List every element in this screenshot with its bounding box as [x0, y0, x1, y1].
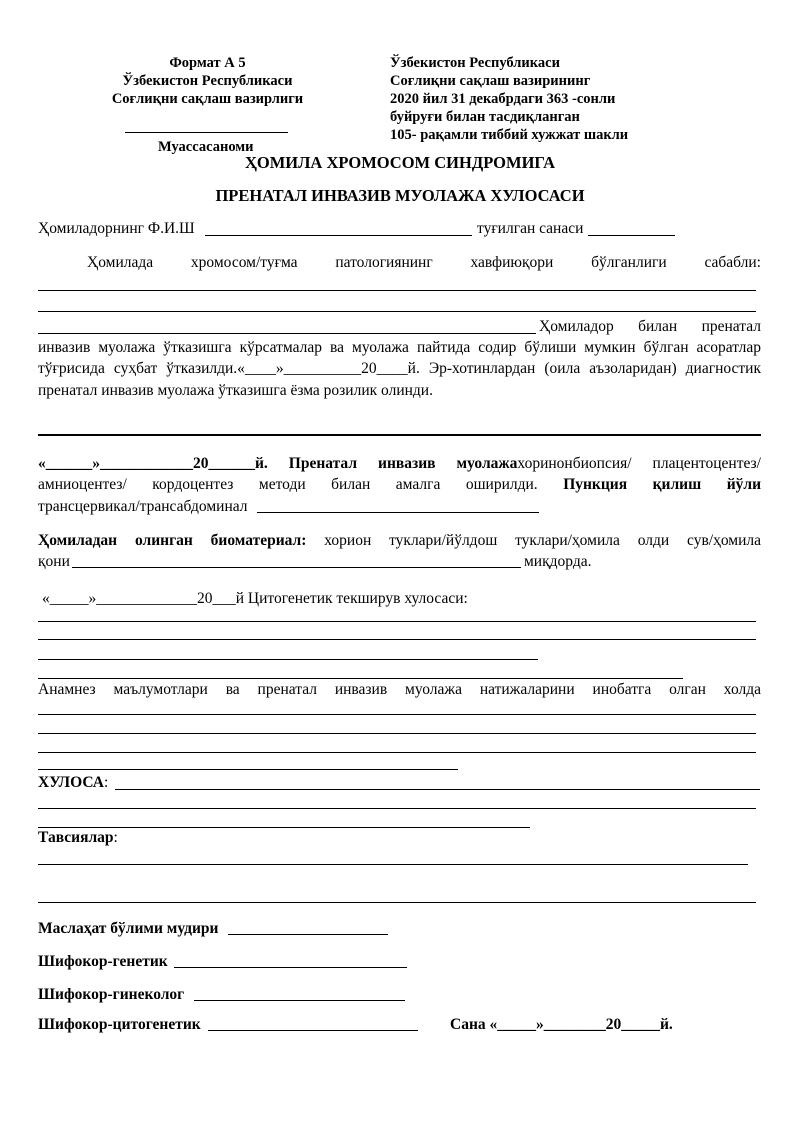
republic-label: Ўзбекистон Республикаси	[122, 73, 293, 89]
risk-counsel-line4: пренатал инвазив муолажа ўтказишга ёзма розилик олинди.	[38, 382, 433, 399]
birth-date-label: туғилган санаси	[477, 220, 584, 237]
cytogenetic-field-3[interactable]	[38, 659, 538, 660]
birth-date-field[interactable]	[588, 235, 675, 236]
biomaterial-label: Ҳомиладан олинган биоматериал:	[38, 532, 307, 549]
header-left	[100, 54, 315, 108]
risk-reason-field-2[interactable]	[38, 311, 756, 312]
biomaterial-line1	[38, 530, 761, 552]
cytogenetic-field-1[interactable]	[38, 621, 756, 622]
document-title-line2: ПРЕНАТАЛ ИНВАЗИВ МУОЛАЖА ХУЛОСАСИ	[215, 186, 585, 205]
risk-counsel-line3: тўғрисида суҳбат ўтказилди.«____»__________20____й. Эр-хотинлардан (оила аъзоларидан) диагностик	[38, 360, 761, 377]
procedure-methods-1: хоринонбиопсия/ плацентоцентез/	[517, 455, 761, 472]
header-right-line2: Соғлиқни сақлаш вазирининг	[390, 73, 591, 89]
conclusion-field-1[interactable]	[115, 789, 760, 790]
institution-label: Муассасаноми	[158, 139, 254, 155]
biomaterial-types: хорион туклари/йўлдош туклари/ҳомила олди сув/ҳомила	[324, 532, 762, 549]
conclusion-label: ХУЛОСА	[38, 774, 104, 791]
cytogenetic-field-2[interactable]	[38, 639, 756, 640]
anamnesis-field-1[interactable]	[38, 714, 756, 715]
patient-name-field[interactable]	[205, 235, 472, 236]
signature-geneticist-label: Шифокор-генетик	[38, 953, 168, 970]
conclusion-row: ХУЛОСА:	[38, 774, 109, 791]
ministry-label: Соғлиқни сақлаш вазирлиги	[111, 91, 304, 107]
signature-head-field[interactable]	[228, 934, 388, 935]
anamnesis-field-4[interactable]	[38, 769, 458, 770]
signature-gynecologist-field[interactable]	[194, 1000, 405, 1001]
conclusion-field-2[interactable]	[38, 808, 756, 809]
risk-reason-line: Ҳомилада хромосом/туғма патологиянинг хавфиюқори бўлганлиги сабабли:	[87, 254, 761, 271]
header-right	[390, 54, 690, 144]
signature-cytogeneticist-field[interactable]	[208, 1030, 418, 1031]
format-label: Формат А 5	[169, 55, 246, 71]
patient-name-label: Ҳомиладорнинг Ф.И.Ш	[38, 220, 195, 237]
recommendations-field-2[interactable]	[38, 902, 756, 903]
risk-reason-field-3[interactable]	[38, 333, 536, 334]
signature-gynecologist-label: Шифокор-гинеколог	[38, 986, 185, 1003]
risk-reason-field-1[interactable]	[38, 290, 756, 291]
procedure-methods-2: амниоцентез/ кордоцентез методи билан амалга оширилди.	[38, 476, 538, 493]
anamnesis-text: Анамнез маълумотлари ва пренатал инвазив муолажа натижаларини инобатга олган холда	[38, 681, 761, 698]
header-right-line5: 105- рақамли тиббий хужжат шакли	[390, 127, 629, 143]
section-divider	[38, 434, 761, 436]
procedure-route-label: трансцервикал/трансабдоминал	[38, 498, 248, 515]
header-right-line1: Ўзбекистон Республикаси	[390, 55, 560, 71]
risk-counsel-start: Ҳомиладор билан пренатал	[539, 318, 761, 335]
signature-geneticist-field[interactable]	[174, 967, 407, 968]
risk-counsel-line2: инвазив муолажа ўтказишга кўрсатмалар ва муолажа пайтида содир бўлиши мумкин бўлган асоратлар	[38, 339, 761, 356]
signature-cytogeneticist-label: Шифокор-цитогенетик	[38, 1016, 201, 1033]
puncture-label: Пункция қилиш йўли	[563, 476, 762, 493]
header-right-line4: буйруғи билан тасдиқланган	[390, 109, 580, 125]
signature-head-label: Маслаҳат бўлими мудири	[38, 920, 219, 937]
procedure-line2	[38, 474, 761, 496]
document-title-line1: ҲОМИЛА ХРОМОСОМ СИНДРОМИГА	[244, 153, 556, 172]
biomaterial-blood-label: қони	[38, 553, 70, 570]
anamnesis-field-3[interactable]	[38, 752, 756, 753]
procedure-route-field[interactable]	[257, 512, 539, 513]
recommendations-label: Тавсиялар	[38, 829, 114, 846]
procedure-date-label: «______»____________20______й. Пренатал инвазив муолажа	[38, 455, 518, 472]
anamnesis-field-2[interactable]	[38, 733, 756, 734]
recommendations-row: Тавсиялар:	[38, 829, 118, 846]
cytogenetic-label: «_____»_____________20___й Цитогенетик текширув хулосаси:	[42, 590, 468, 607]
procedure-line1	[38, 453, 761, 475]
biomaterial-amount-field[interactable]	[72, 567, 521, 568]
header-right-line3: 2020 йил 31 декабрдаги 363 -сонли	[390, 91, 616, 107]
signature-date: Сана «_____»________20_____й.	[450, 1016, 673, 1033]
institution-line[interactable]	[125, 132, 288, 133]
recommendations-field-1[interactable]	[38, 864, 748, 865]
biomaterial-amount-unit: миқдорда.	[524, 553, 592, 570]
